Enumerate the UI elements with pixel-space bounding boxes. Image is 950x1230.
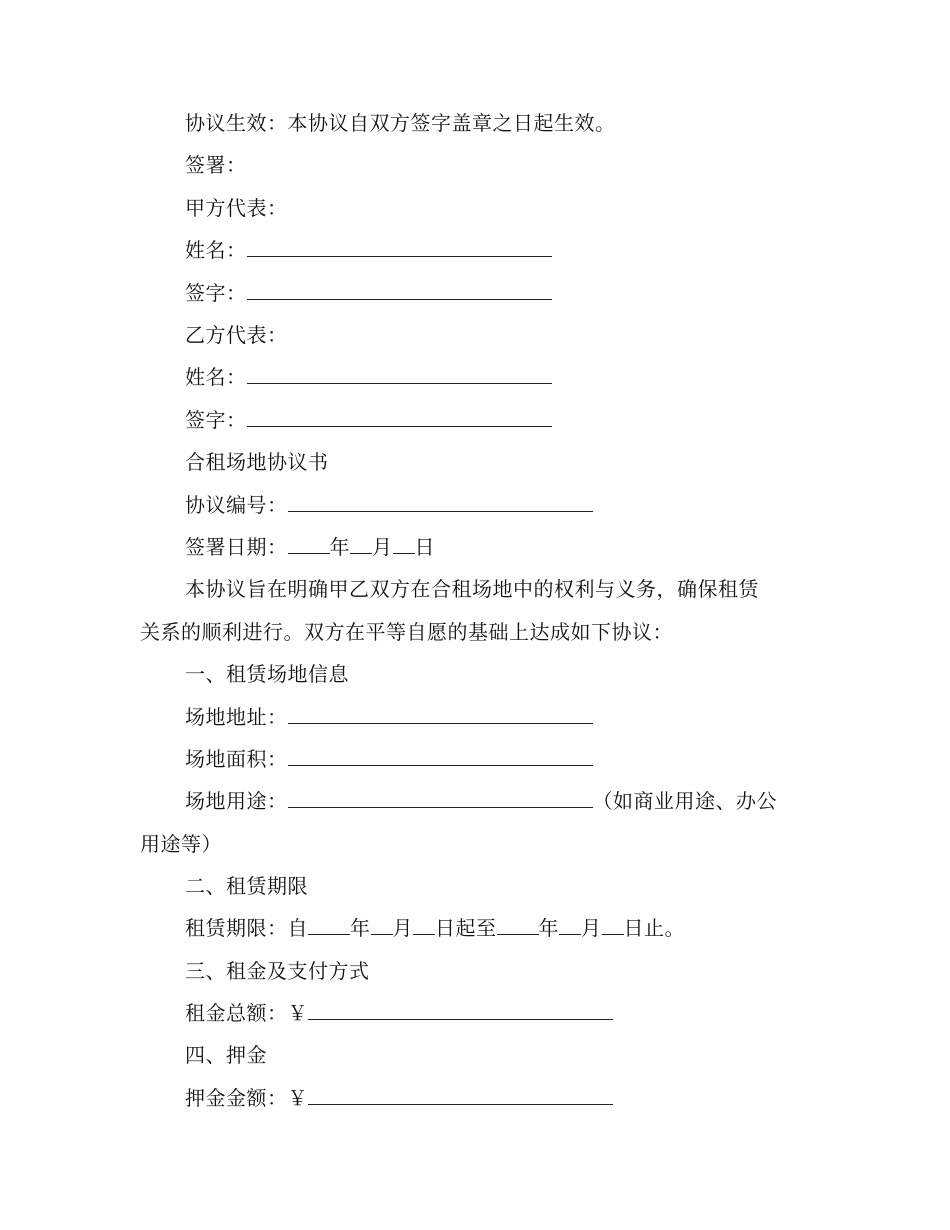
deposit-blank [308, 1086, 613, 1105]
party-b-sign-label: 签字： [185, 408, 247, 432]
deposit-row [185, 1083, 613, 1113]
sign-month-unit: 月 [372, 535, 393, 559]
party-b-sign-blank [247, 408, 552, 427]
lease-from-year-blank [308, 916, 350, 935]
sign-year-unit: 年 [329, 535, 350, 559]
document-title: 合租场地协议书 [185, 450, 329, 474]
signing-heading: 签署： [185, 153, 247, 177]
venue-use-note-continued: 用途等） [140, 832, 222, 856]
section-1-heading: 一、租赁场地信息 [185, 662, 349, 686]
party-a-name-label: 姓名： [185, 238, 247, 262]
intro-paragraph-line-2: 关系的顺利进行。双方在平等自愿的基础上达成如下协议： [140, 620, 673, 644]
deposit-label: 押金金额：￥ [185, 1086, 308, 1110]
lease-from-year-unit: 年 [350, 916, 371, 940]
lease-to-month-blank [559, 916, 581, 935]
sign-year-blank [288, 535, 330, 554]
venue-address-label: 场地地址： [185, 705, 288, 729]
rent-total-label: 租金总额：￥ [185, 1001, 308, 1025]
intro-paragraph-line-1: 本协议旨在明确甲乙双方在合租场地中的权利与义务，确保租赁 [185, 577, 759, 601]
lease-term-row [185, 913, 685, 943]
lease-from-month-unit: 月 [392, 916, 413, 940]
lease-from-suffix: 日起至 [435, 916, 497, 940]
lease-to-month-unit: 月 [581, 916, 602, 940]
sign-day-unit: 日 [414, 535, 435, 559]
party-a-representative: 甲方代表： [185, 196, 288, 220]
agreement-number-label: 协议编号： [185, 493, 288, 517]
venue-address-row [185, 702, 593, 732]
lease-to-suffix: 日止。 [623, 916, 685, 940]
party-b-representative: 乙方代表： [185, 323, 288, 347]
lease-from-day-blank [413, 916, 435, 935]
party-b-name-blank [247, 365, 552, 384]
party-a-name-row [185, 235, 552, 265]
venue-use-label: 场地用途： [185, 789, 288, 813]
party-a-sign-blank [247, 281, 552, 300]
rent-total-blank [308, 1001, 613, 1020]
party-a-name-blank [247, 238, 552, 257]
lease-to-year-blank [497, 916, 539, 935]
lease-to-year-unit: 年 [538, 916, 559, 940]
venue-area-blank [288, 747, 593, 766]
effect-clause: 协议生效：本协议自双方签字盖章之日起生效。 [185, 111, 616, 135]
venue-use-note: （如商业用途、办公 [592, 789, 777, 813]
party-b-name-label: 姓名： [185, 365, 247, 389]
venue-use-row [185, 786, 777, 816]
sign-date-row [185, 532, 435, 562]
rent-total-row [185, 998, 613, 1028]
party-a-sign-label: 签字： [185, 281, 247, 305]
party-b-sign-row [185, 405, 552, 435]
lease-from-month-blank [371, 916, 393, 935]
sign-month-blank [350, 535, 372, 554]
section-4-heading: 四、押金 [185, 1043, 267, 1067]
section-2-heading: 二、租赁期限 [185, 874, 308, 898]
venue-area-label: 场地面积： [185, 747, 288, 771]
party-b-name-row [185, 362, 552, 392]
lease-term-label: 租赁期限：自 [185, 916, 308, 940]
sign-date-label: 签署日期： [185, 535, 288, 559]
agreement-number-row [185, 490, 593, 520]
sign-day-blank [393, 535, 415, 554]
venue-use-blank [288, 789, 593, 808]
agreement-number-blank [288, 493, 593, 512]
party-a-sign-row [185, 278, 552, 308]
section-3-heading: 三、租金及支付方式 [185, 959, 370, 983]
venue-area-row [185, 744, 593, 774]
lease-to-day-blank [602, 916, 624, 935]
venue-address-blank [288, 705, 593, 724]
